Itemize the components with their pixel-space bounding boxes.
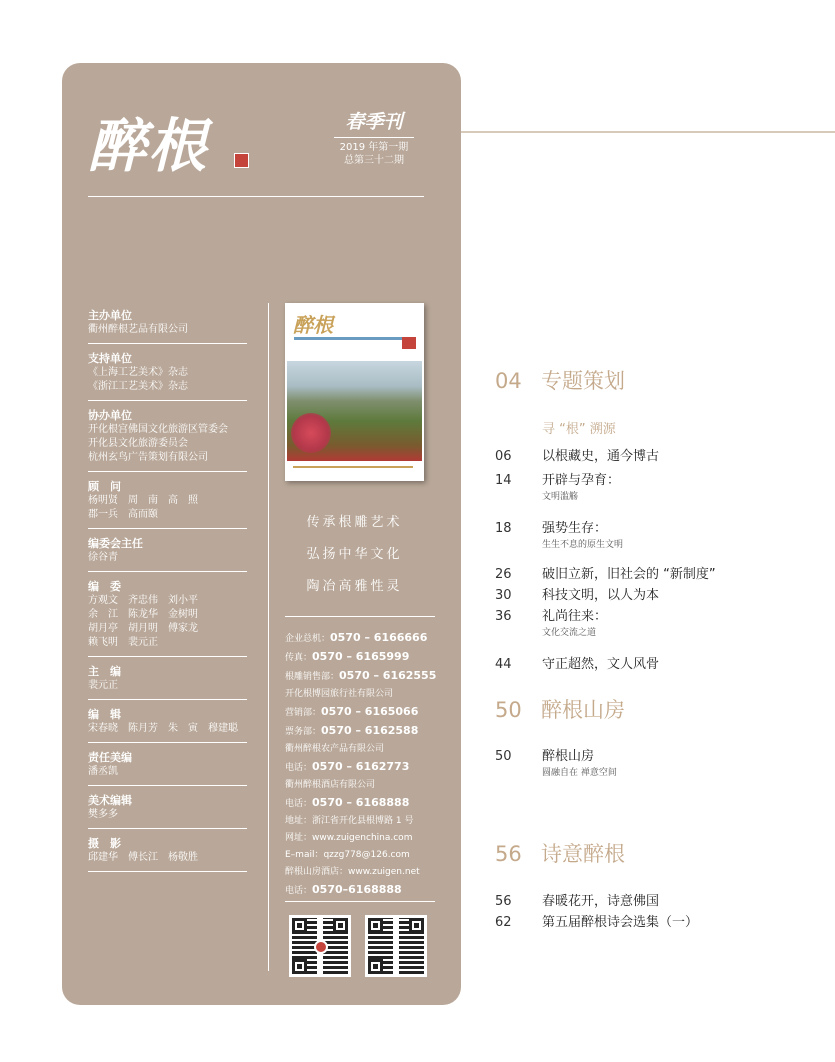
masthead-section <box>88 579 247 657</box>
contact-row: 电话：0570 – 6168888 <box>285 796 410 809</box>
masthead-section <box>88 707 247 743</box>
masthead-section <box>88 351 247 401</box>
masthead-section <box>88 408 247 472</box>
slogan-line: 弘扬中华文化 <box>306 547 403 562</box>
header-divider <box>88 196 424 197</box>
masthead-line: 余 江 陈龙华 金树明 <box>88 609 198 620</box>
qr-code-icon <box>289 915 351 977</box>
masthead-title: 美术编辑 <box>88 794 132 807</box>
cover-subtitle-bar <box>294 337 404 340</box>
masthead-line: 衢州醉根艺品有限公司 <box>88 324 188 335</box>
toc-entry[interactable]: 14 开辟与孕育： 文明滥觞 <box>495 473 621 502</box>
masthead-section <box>88 750 247 786</box>
red-seal-icon <box>234 153 249 168</box>
slogan-line: 陶冶高雅性灵 <box>306 579 403 594</box>
masthead-panel <box>62 63 461 1005</box>
contact-row: 营销部：0570 – 6165066 <box>285 705 419 718</box>
toc-entry[interactable]: 30 科技文明，以人为本 <box>495 588 660 603</box>
contact-email-link[interactable]: E–mail：qzzg778@126.com <box>285 850 410 860</box>
masthead-line: 潘丞凯 <box>88 766 118 777</box>
issue-year: 2019 年第一期 <box>339 142 409 153</box>
masthead-section <box>88 479 247 529</box>
masthead-title: 编委会主任 <box>88 537 143 550</box>
masthead-line: 邱建华 傅长江 杨敬胜 <box>88 852 198 863</box>
masthead-title: 责任美编 <box>88 751 132 764</box>
toc-section-heading: 04 专题策划 <box>495 369 625 393</box>
masthead-line: 胡月亭 胡月明 傅家龙 <box>88 623 198 634</box>
masthead-line: 开化根宫佛国文化旅游区管委会 <box>88 424 228 435</box>
toc-section-heading: 56 诗意醉根 <box>495 842 625 866</box>
masthead-line: 赖飞明 裴元正 <box>88 637 158 648</box>
contact-row: 票务部：0570 – 6162588 <box>285 724 419 737</box>
contact-hotel-link[interactable]: 醉根山房酒店：www.zuigen.net <box>285 867 420 877</box>
toc-section-heading: 50 醉根山房 <box>495 698 625 722</box>
toc-entry[interactable]: 26 破旧立新，旧社会的 “新制度” <box>495 567 716 582</box>
contact-row: 衢州醉根农产品有限公司 <box>285 744 385 754</box>
toc-entry[interactable]: 50 醉根山房 圆融自在 禅意空间 <box>495 749 617 778</box>
season-label: 春季刊 <box>334 107 414 138</box>
masthead-line: 杭州玄鸟广告策划有限公司 <box>88 452 208 463</box>
contact-row: 电话：0570 – 6162773 <box>285 760 410 773</box>
contact-row: 开化根博园旅行社有限公司 <box>285 689 394 699</box>
masthead-line: 樊多多 <box>88 809 118 820</box>
toc-subsection: 寻 “根” 溯源 <box>542 422 616 437</box>
qr-divider <box>285 901 435 902</box>
masthead-title: 编 辑 <box>88 708 121 721</box>
masthead-title: 编 委 <box>88 580 121 593</box>
toc-entry[interactable]: 62 第五届醉根诗会选集（一） <box>495 915 699 930</box>
slogan-line: 传承根雕艺术 <box>306 515 403 530</box>
masthead-credits <box>88 308 247 879</box>
masthead-title: 摄 影 <box>88 837 121 850</box>
masthead-title: 主办单位 <box>88 309 132 322</box>
contact-address: 地址：浙江省开化县根博路 1 号 <box>285 816 414 826</box>
contact-row: 电话：0570–6168888 <box>285 883 402 896</box>
contact-list <box>285 629 450 900</box>
contact-row: 传真：0570 – 6165999 <box>285 650 410 663</box>
masthead-line: 郡一兵 高而颐 <box>88 509 158 520</box>
masthead-title: 支持单位 <box>88 352 132 365</box>
cover-footer-bar <box>293 466 413 468</box>
contact-row: 衢州醉根酒店有限公司 <box>285 780 376 790</box>
cover-logo: 醉根 <box>293 313 333 337</box>
masthead-line: 方观文 齐忠伟 刘小平 <box>88 595 198 606</box>
contact-row: 企业总机：0570 – 6166666 <box>285 631 428 644</box>
masthead-title: 协办单位 <box>88 409 132 422</box>
masthead-line: 《上海工艺美术》杂志 <box>88 367 188 378</box>
contact-row: 根雕销售部：0570 – 6162555 <box>285 669 437 682</box>
toc-entry[interactable]: 18 强势生存： 生生不息的原生文明 <box>495 521 624 550</box>
top-decorative-rule <box>461 131 835 133</box>
masthead-section <box>88 664 247 700</box>
masthead-line: 《浙江工艺美术》杂志 <box>88 381 188 392</box>
vertical-divider <box>268 303 269 971</box>
masthead-section <box>88 793 247 829</box>
toc-entry[interactable]: 06 以根藏史，通今博古 <box>495 449 660 464</box>
contacts-divider <box>285 616 435 617</box>
masthead-line: 杨明贤 周 南 高 照 <box>88 495 198 506</box>
magazine-logo: 醉根 <box>88 112 209 180</box>
toc-entry[interactable]: 56 春暖花开，诗意佛国 <box>495 894 660 909</box>
masthead-section <box>88 536 247 572</box>
slogans <box>285 507 424 603</box>
issue-total: 总第三十二期 <box>344 155 404 166</box>
toc-entry[interactable]: 44 守正超然，文人风骨 <box>495 657 660 672</box>
toc-entry[interactable]: 36 礼尚往来： 文化交流之道 <box>495 609 608 638</box>
masthead-line: 裴元正 <box>88 680 118 691</box>
masthead-title: 主 编 <box>88 665 121 678</box>
cover-thumbnail <box>285 303 424 481</box>
cover-flower-image <box>291 413 331 453</box>
masthead-title: 顾 问 <box>88 480 121 493</box>
masthead-line: 徐谷青 <box>88 552 118 563</box>
cover-seal-icon <box>402 337 416 349</box>
masthead-line: 开化县文化旅游委员会 <box>88 438 188 449</box>
masthead-line: 宋春晓 陈月芳 朱 寅 穆建聪 <box>88 723 238 734</box>
masthead-section <box>88 308 247 344</box>
masthead-section <box>88 836 247 872</box>
issue-info <box>334 107 414 167</box>
qr-code-icon <box>365 915 427 977</box>
contact-website-link[interactable]: 网址：www.zuigenchina.com <box>285 833 413 843</box>
